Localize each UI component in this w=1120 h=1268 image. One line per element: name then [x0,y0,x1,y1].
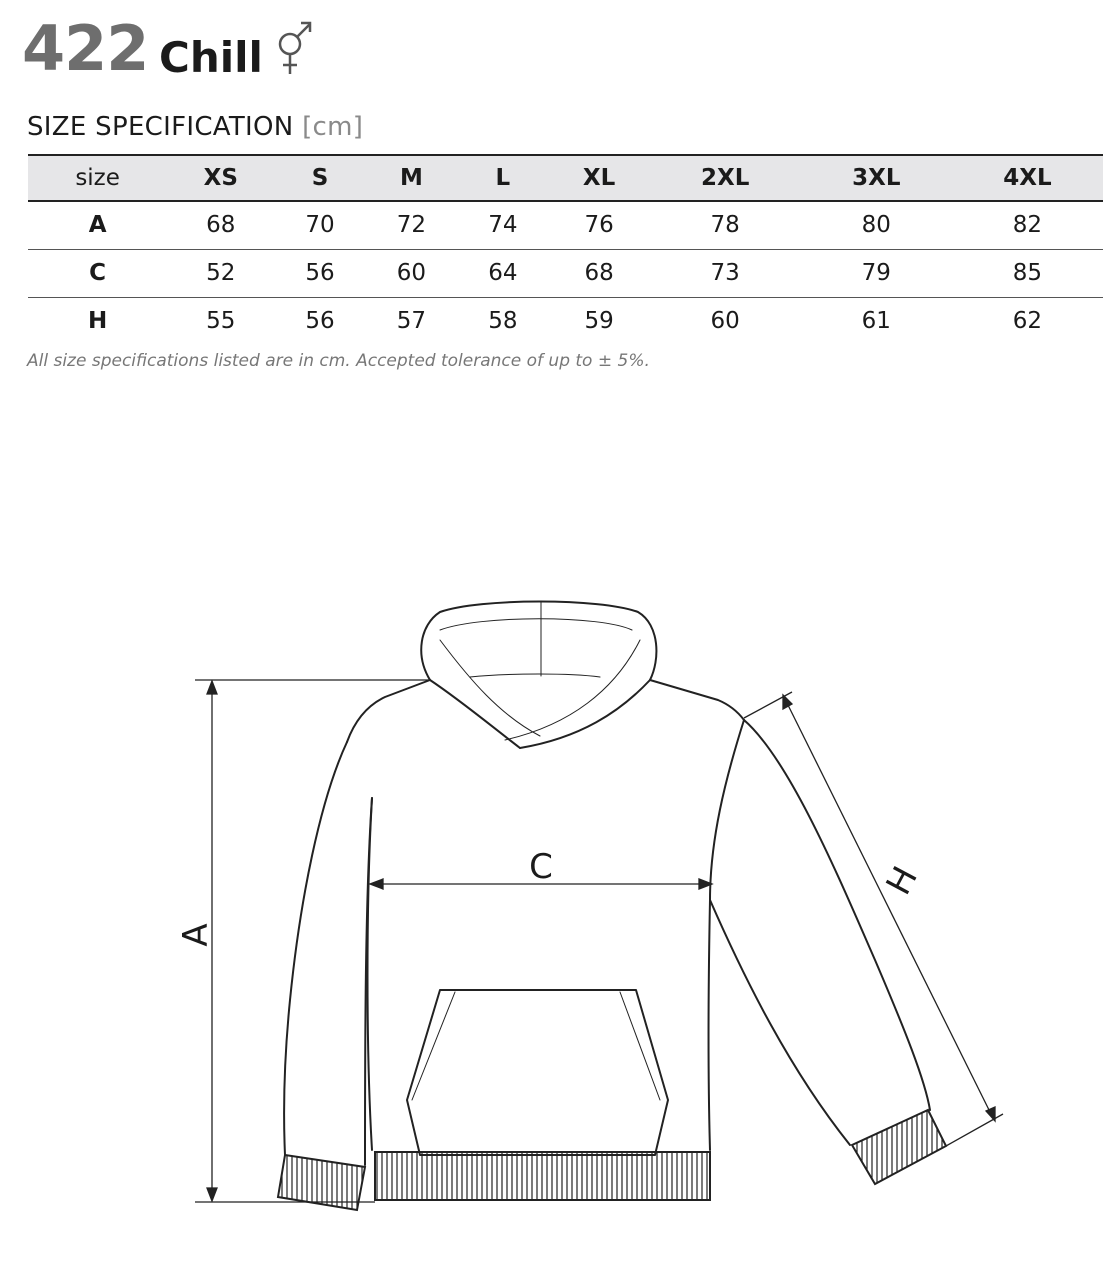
table-cell: 73 [710,260,740,286]
product-header [22,14,522,84]
table-cell: 62 [1012,308,1043,335]
cuff-right-rib [852,1110,946,1184]
tolerance-note: All size specifications listed are in cm. Accepted tolerance of up to ± 5%. [27,351,650,371]
header-cell: 3XL [852,165,901,191]
table-cell: 52 [206,260,236,286]
table-cell: 56 [305,260,335,286]
hood-outline [421,602,656,681]
table-cell: 85 [1012,260,1043,286]
kangaroo-pocket-stitch [412,992,660,1100]
sleeve-left-outer [284,742,347,1155]
header-cell: size [75,165,120,191]
header-cell: L [495,165,511,191]
table-cell: 59 [584,308,614,335]
dimension-h-label: H [878,860,926,902]
table-cell: 56 [305,308,335,335]
table-row [28,297,1103,345]
header-cell: 4XL [1003,165,1052,191]
table-cell: 74 [488,212,518,239]
table-cell: 68 [206,212,236,239]
table-cell: 76 [584,212,614,239]
header-cell: XS [203,165,238,191]
row-label: H [88,308,108,335]
dimension-c-label: C [529,847,553,887]
hoodie-diagram [0,560,1120,1240]
spec-title [27,110,363,144]
collar-right [520,680,650,748]
table-cell: 61 [861,308,891,335]
hem-rib [375,1152,710,1200]
unisex-symbol-icon [272,18,314,78]
row-label: C [89,260,107,286]
table-header-row [28,155,1103,201]
shoulder-left [347,680,430,742]
table-cell: 78 [710,212,740,239]
sleeve-right-outer [744,720,930,1110]
table-row [28,201,1103,249]
table-cell: 58 [488,308,518,335]
size-table [28,154,1103,345]
header-cell: 2XL [700,165,750,191]
table-cell: 79 [861,260,891,286]
table-cell: 72 [396,212,427,239]
table-cell: 68 [584,260,614,286]
dimension-h [744,692,1003,1146]
dimension-a [195,680,430,1202]
header-cell: S [311,165,329,191]
sleeve-right-inner [710,900,850,1145]
neckline [470,674,600,677]
table-cell: 64 [488,260,518,286]
collar-inner-left [440,640,540,736]
dimension-a-label: A [176,923,216,947]
header-cell: XL [582,165,616,191]
shoulder-right [650,680,744,720]
spec-title-text: SIZE SPECIFICATION [27,112,294,142]
row-label: A [88,212,107,239]
table-cell: 82 [1012,212,1043,239]
table-cell: 70 [305,212,335,239]
product-name: Chill [159,33,263,82]
spec-unit: [cm] [302,112,364,142]
table-cell: 55 [206,308,236,335]
table-cell: 80 [861,212,891,239]
table-cell: 60 [396,260,427,286]
product-code: 422 [22,12,149,85]
collar-inner-right [505,640,640,740]
table-cell: 57 [396,308,427,335]
table-cell: 60 [710,308,740,335]
header-cell: M [400,165,423,191]
hood-inner-seam [440,619,632,630]
table-row [28,249,1103,297]
